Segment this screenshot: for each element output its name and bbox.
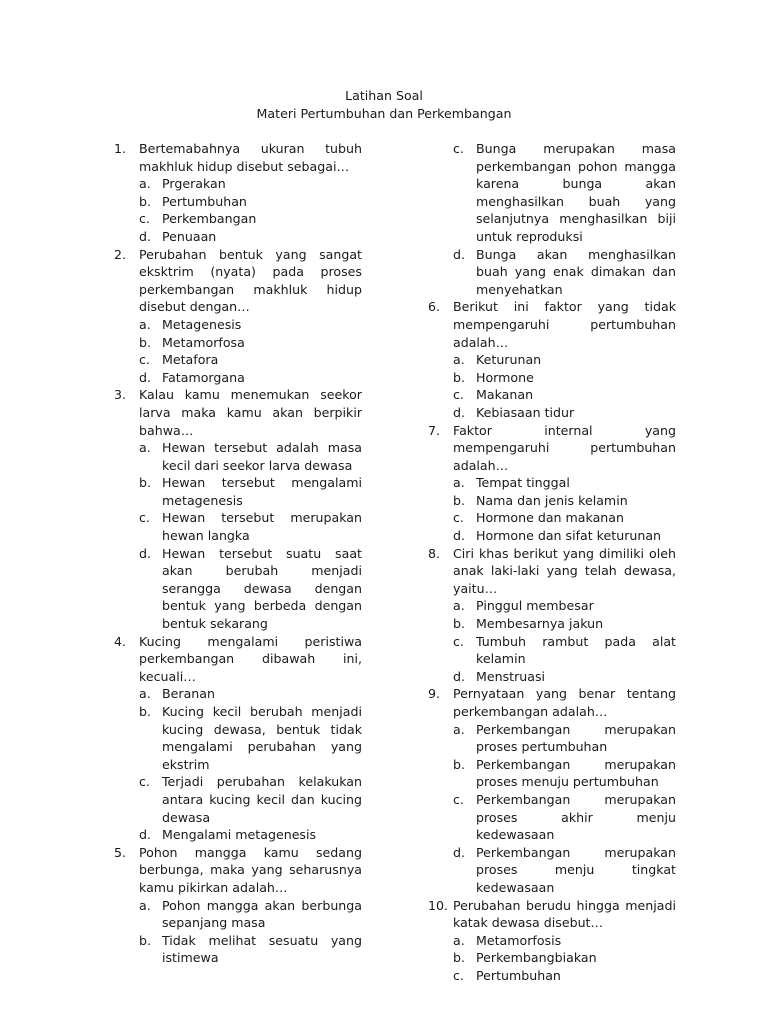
answer-option <box>114 932 362 967</box>
answer-option <box>428 844 676 897</box>
left-column <box>114 140 362 967</box>
option-letter: b. <box>139 193 151 209</box>
page-title: Latihan Soal <box>345 88 423 103</box>
option-letter: a. <box>453 475 465 491</box>
question-text: Bertemabahnya ukuran tubuh makhluk hidup disebut sebagai… <box>139 141 362 174</box>
question-item <box>114 246 362 316</box>
option-text: Keturunan <box>476 352 542 368</box>
option-text: Perkembangan merupakan proses pertumbuhan <box>476 721 676 755</box>
option-letter: a. <box>453 721 465 737</box>
option-letter: c. <box>453 141 464 156</box>
option-letter: a. <box>453 932 465 948</box>
option-text: Pertumbuhan <box>476 967 561 983</box>
answer-option <box>428 492 676 510</box>
option-text: Perkembangan <box>162 211 257 227</box>
answer-option <box>428 633 676 668</box>
answer-option <box>114 228 362 246</box>
option-text: Hewan tersebut suatu saat akan berubah menjadi serangga dewasa dengan bentuk yang berbeda dengan bentuk sekarang <box>162 545 362 632</box>
option-text: Pinggul membesar <box>476 598 594 614</box>
option-text: Tumbuh rambut pada alat kelamin <box>476 633 676 667</box>
option-letter: a. <box>139 316 151 332</box>
question-number: 4. <box>114 633 127 649</box>
answer-option <box>428 597 676 615</box>
question-item <box>428 422 676 475</box>
answer-option <box>428 404 676 422</box>
question-text: Pernyataan yang benar tentang perkembangan adalah… <box>453 686 676 719</box>
answer-option <box>114 509 362 544</box>
option-text: Makanan <box>476 387 534 403</box>
answer-option <box>114 351 362 369</box>
answer-option <box>114 826 362 844</box>
option-letter: c. <box>139 774 150 790</box>
answer-option <box>114 439 362 474</box>
option-letter: d. <box>453 404 465 420</box>
option-text: Hewan tersebut adalah masa kecil dari seekor larva dewasa <box>162 440 362 473</box>
option-letter: a. <box>139 176 151 192</box>
option-text: Perkembangan merupakan proses akhir menju kedewasaan <box>476 791 676 843</box>
option-text: Mengalami metagenesis <box>162 827 317 843</box>
answer-option <box>114 685 362 703</box>
question-item <box>428 545 676 598</box>
option-text: Kebiasaan tidur <box>476 404 575 420</box>
answer-option <box>428 949 676 967</box>
answer-option <box>114 703 362 773</box>
option-text: Pertumbuhan <box>162 193 247 209</box>
question-number: 10. <box>428 897 449 913</box>
option-text: Hewan tersebut merupakan hewan langka <box>162 510 362 544</box>
option-letter: c. <box>453 387 464 403</box>
option-text: Bunga akan menghasilkan buah yang enak dimakan dan menyehatkan <box>476 246 676 297</box>
question-item <box>114 386 362 439</box>
option-text: Tempat tinggal <box>476 475 570 491</box>
answer-option <box>428 932 676 950</box>
option-letter: d. <box>139 228 151 244</box>
question-text: Pohon mangga kamu sedang berbunga, maka yang seharusnya kamu pikirkan adalah… <box>139 844 362 895</box>
question-text: Kalau kamu menemukan seekor larva maka kamu akan berpikir bahwa… <box>139 387 362 438</box>
option-text: Fatamorgana <box>162 369 245 385</box>
option-text: Membesarnya jakun <box>476 616 604 632</box>
answer-option <box>428 615 676 633</box>
option-letter: c. <box>139 211 150 227</box>
question-number: 8. <box>428 545 441 561</box>
option-text: Hormone dan sifat keturunan <box>476 528 662 544</box>
question-item <box>114 140 362 175</box>
answer-option <box>428 756 676 791</box>
option-text: Bunga merupakan masa perkembangan pohon mangga karena bunga akan menghasilkan buah yang selanjutnya menghasilkan biji untuk reproduksi <box>476 141 676 244</box>
question-item <box>428 897 676 932</box>
answer-option <box>428 721 676 756</box>
option-letter: c. <box>453 791 464 807</box>
option-text: Hormone dan makanan <box>476 510 624 526</box>
question-text: Perubahan bentuk yang sangat eksktrim (nyata) pada proses perkembangan makhluk hidup disebut dengan… <box>139 246 362 315</box>
question-text: Berikut ini faktor yang tidak mempengaruhi pertumbuhan adalah… <box>453 299 676 350</box>
option-letter: c. <box>139 352 150 368</box>
question-number: 5. <box>114 844 127 860</box>
question-number: 3. <box>114 387 127 403</box>
option-letter: a. <box>453 352 465 368</box>
answer-option <box>114 334 362 352</box>
question-number: 2. <box>114 246 127 262</box>
option-letter: b. <box>453 950 465 966</box>
option-letter: d. <box>453 528 465 544</box>
option-letter: b. <box>453 369 465 385</box>
option-text: Terjadi perubahan kelakukan antara kucing kecil dan kucing dewasa <box>162 774 362 825</box>
option-letter: b. <box>139 704 151 719</box>
option-text: Nama dan jenis kelamin <box>476 492 628 508</box>
question-item <box>428 685 676 720</box>
answer-option <box>428 527 676 545</box>
question-number: 6. <box>428 299 441 315</box>
option-text: Perkembangbiakan <box>476 950 597 966</box>
answer-option <box>428 351 676 369</box>
option-letter: b. <box>139 932 151 948</box>
option-letter: d. <box>453 844 465 860</box>
answer-option <box>114 316 362 334</box>
option-letter: c. <box>139 510 150 526</box>
option-text: Metamorfosa <box>162 334 245 350</box>
option-letter: a. <box>139 686 151 702</box>
answer-option <box>428 474 676 492</box>
option-text: Prgerakan <box>162 176 226 192</box>
question-number: 7. <box>428 422 441 438</box>
option-text: Perkembangan merupakan proses menju tingkat kedewasaan <box>476 844 676 895</box>
right-column <box>428 140 676 985</box>
option-letter: d. <box>139 369 151 385</box>
question-item <box>114 844 362 897</box>
option-letter: d. <box>139 545 151 561</box>
question-number: 1. <box>114 141 127 156</box>
answer-option <box>428 967 676 985</box>
question-text: Kucing mengalami peristiwa perkembangan dibawah ini, kecuali… <box>139 633 362 684</box>
question-number: 9. <box>428 686 441 702</box>
page-subtitle: Materi Pertumbuhan dan Perkembangan <box>256 105 512 121</box>
title-block <box>0 87 768 122</box>
question-text: Perubahan berudu hingga menjadi katak dewasa disebut… <box>453 897 676 931</box>
answer-option <box>114 545 362 633</box>
option-text: Penuaan <box>162 228 217 244</box>
option-text: Pohon mangga akan berbunga sepanjang masa <box>162 897 362 931</box>
option-text: Kucing kecil berubah menjadi kucing dewasa, bentuk tidak mengalami perubahan yang ekstrim <box>162 704 362 772</box>
option-text: Beranan <box>162 686 215 702</box>
option-letter: a. <box>139 440 151 456</box>
option-letter: a. <box>139 897 151 913</box>
option-text: Perkembangan merupakan proses menuju pertumbuhan <box>476 756 676 790</box>
option-letter: d. <box>139 827 151 843</box>
option-letter: b. <box>453 492 465 508</box>
option-letter: d. <box>453 668 465 684</box>
option-text: Metagenesis <box>162 316 242 332</box>
question-item <box>428 298 676 351</box>
question-text: Faktor internal yang mempengaruhi pertumbuhan adalah… <box>453 422 676 473</box>
answer-option <box>428 668 676 686</box>
option-letter: d. <box>453 246 465 262</box>
answer-option <box>428 140 676 246</box>
answer-option <box>428 369 676 387</box>
answer-option <box>114 773 362 826</box>
option-text: Menstruasi <box>476 668 546 684</box>
option-text: Metamorfosis <box>476 932 562 948</box>
answer-option <box>428 509 676 527</box>
option-letter: b. <box>453 616 465 632</box>
answer-option <box>114 210 362 228</box>
option-letter: b. <box>139 475 151 491</box>
option-text: Hewan tersebut mengalami metagenesis <box>162 475 362 508</box>
answer-option <box>114 897 362 932</box>
question-item <box>114 633 362 686</box>
option-letter: b. <box>139 334 151 350</box>
option-letter: c. <box>453 510 464 526</box>
question-text: Ciri khas berikut yang dimiliki oleh anak laki-laki yang telah dewasa, yaitu… <box>453 545 676 596</box>
option-text: Metafora <box>162 352 219 368</box>
answer-option <box>114 175 362 193</box>
option-text: Hormone <box>476 369 534 385</box>
answer-option <box>428 791 676 844</box>
answer-option <box>114 474 362 509</box>
option-letter: c. <box>453 633 464 649</box>
option-text: Tidak melihat sesuatu yang istimewa <box>162 932 362 966</box>
option-letter: a. <box>453 598 465 614</box>
answer-option <box>114 369 362 387</box>
option-letter: c. <box>453 967 464 983</box>
answer-option <box>428 246 676 299</box>
option-letter: b. <box>453 756 465 772</box>
answer-option <box>114 193 362 211</box>
answer-option <box>428 386 676 404</box>
